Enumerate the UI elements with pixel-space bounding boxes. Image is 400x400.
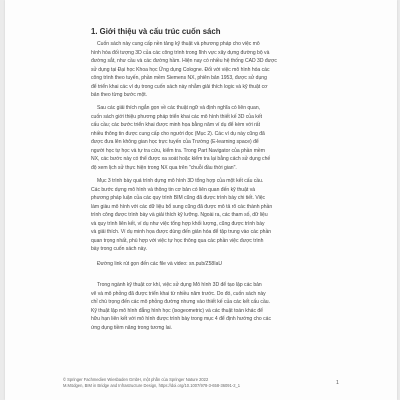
- text-line: Kỹ thuật lập mô hình đẳng hình học (isogeometric) và các thuật toán khác để: [91, 307, 263, 314]
- text-line: trình công được trình bày và giải thích kỹ lưỡng. Ngoài ra, các tham số, dữ liệu: [91, 212, 268, 219]
- text-line: bày trong cuốn sách này.: [91, 246, 148, 253]
- text-line: ứng dụng tiềm năng trong tương lai.: [91, 324, 173, 331]
- structure-paragraph: [91, 104, 323, 172]
- text-line: nhiều thông tin được cung cấp cho người đọc (Mục 2). Các ví dụ này cũng đã: [91, 130, 265, 137]
- text-line: cấu cầu; các bước triển khai được minh họa bằng năm ví dụ để kèm với rất: [91, 122, 261, 129]
- text-line: công trình theo tuyến, phần mềm Siemens NX, phiên bản 1953, được sử dụng: [91, 75, 267, 82]
- text-line: sử dụng tại Đại học Khoa học Ứng dụng Cologne. Đối với việc mô hình hóa các: [91, 66, 270, 73]
- section-title: 1. Giới thiệu và cấu trúc cuốn sách: [91, 27, 221, 36]
- text-line: Mục 3 trình bày quá trình dựng mô hình 3D tổng hợp của một kết cấu cầu.: [97, 178, 264, 184]
- text-line: làm giàu mô hình với các dữ liệu bổ sung cũng đã được mô tả rõ các thành phần: [91, 203, 273, 210]
- text-line: vẽ và mô phỏng đã được triển khai từ nhiều năm trước. Do đó, cuốn sách này: [91, 290, 266, 297]
- citation-line: M.Mödgen, BIM in Bridge and Infrastructure Design, https://doi.org/10.1007/978-3-658-36091-2_1: [63, 383, 241, 388]
- text-line: bản theo từng bước một.: [91, 92, 148, 99]
- text-line: phương pháp luận của các quy trình BIM cũng đã được trình bày chi tiết. Việc: [91, 195, 266, 202]
- intro-paragraph: [91, 40, 323, 100]
- text-line: Sau các giải thích ngắn gọn về các thuật ngữ và định nghĩa có liên quan,: [97, 105, 261, 111]
- text-line: hình hóa đối tượng 3D của các công trình trong lĩnh vực xây dựng đường bộ và: [91, 49, 270, 56]
- text-line: để triển khai các ví dụ trong cuốn sách này nhằm giải thích logic và kỹ thuật cơ: [91, 83, 268, 90]
- text-line: Các bước dựng mô hình và thông tin cơ bản có liên quan đến kỹ thuật và: [91, 186, 256, 193]
- text-line: được đưa lên không gian học trực tuyến của Trường (E-learning space) để: [91, 139, 259, 146]
- copyright-line: © Springer Fachmedien Wiesbaden GmbH, một phần của Springer Nature 2022: [63, 377, 209, 382]
- text-line: độ xem lịch sử thực hiện trong NX qua trên "chuỗi đầu thời gian".: [91, 164, 237, 171]
- text-line: cuốn sách giới thiệu phương pháp triển khai các mô hình thiết kế 3D của kết: [91, 113, 263, 120]
- text-line: người học tự học và tự tra cứu, kiểm tra. Trong Part Navigator của phần mềm: [91, 147, 265, 154]
- document-page: [5, 0, 397, 400]
- text-line: đường sắt, như cầu và các đường hầm. Hiện nay có nhiều hệ thống CAD 3D được: [91, 58, 277, 65]
- text-line: hữu hạn liên kết với mô hình được trình bày trong mục 4 để định hướng cho các: [91, 316, 271, 323]
- text-line: chỉ chú trọng đến các mô phỏng đường nhưng vào thiết kế của các kết cấu cầu.: [91, 299, 270, 306]
- section3-paragraph: [91, 177, 323, 254]
- page-number: 1: [336, 380, 339, 386]
- text-line: và giải thích. Ví dụ minh họa được dùng đến giản hóa để tập trung vào các phần: [91, 229, 272, 236]
- short-link[interactable]: Đường link rút gọn đến các file và video: sn.pub/Z58IaU: [97, 261, 223, 267]
- link-paragraph: [91, 260, 323, 269]
- text-line: Trong ngành kỹ thuật cơ khí, việc sử dụng Mô hình 3D để tạo lập các bản: [97, 282, 262, 288]
- text-line: quan trọng nhất, phù hợp với việc tự học thông qua các phần việc được trình: [91, 237, 264, 244]
- text-line: NX, các bước này có thể được xa soát hoặc kiểm tra lại bằng cách sử dụng chế: [91, 156, 271, 163]
- outlook-paragraph: [91, 281, 323, 332]
- text-line: và quy trình liên kết, ví dụ như việc tổng hợp khối lượng, cũng được trình bày: [91, 220, 265, 227]
- text-line: Cuốn sách này cung cấp nền tảng kỹ thuật và phương pháp cho việc mô: [97, 41, 260, 47]
